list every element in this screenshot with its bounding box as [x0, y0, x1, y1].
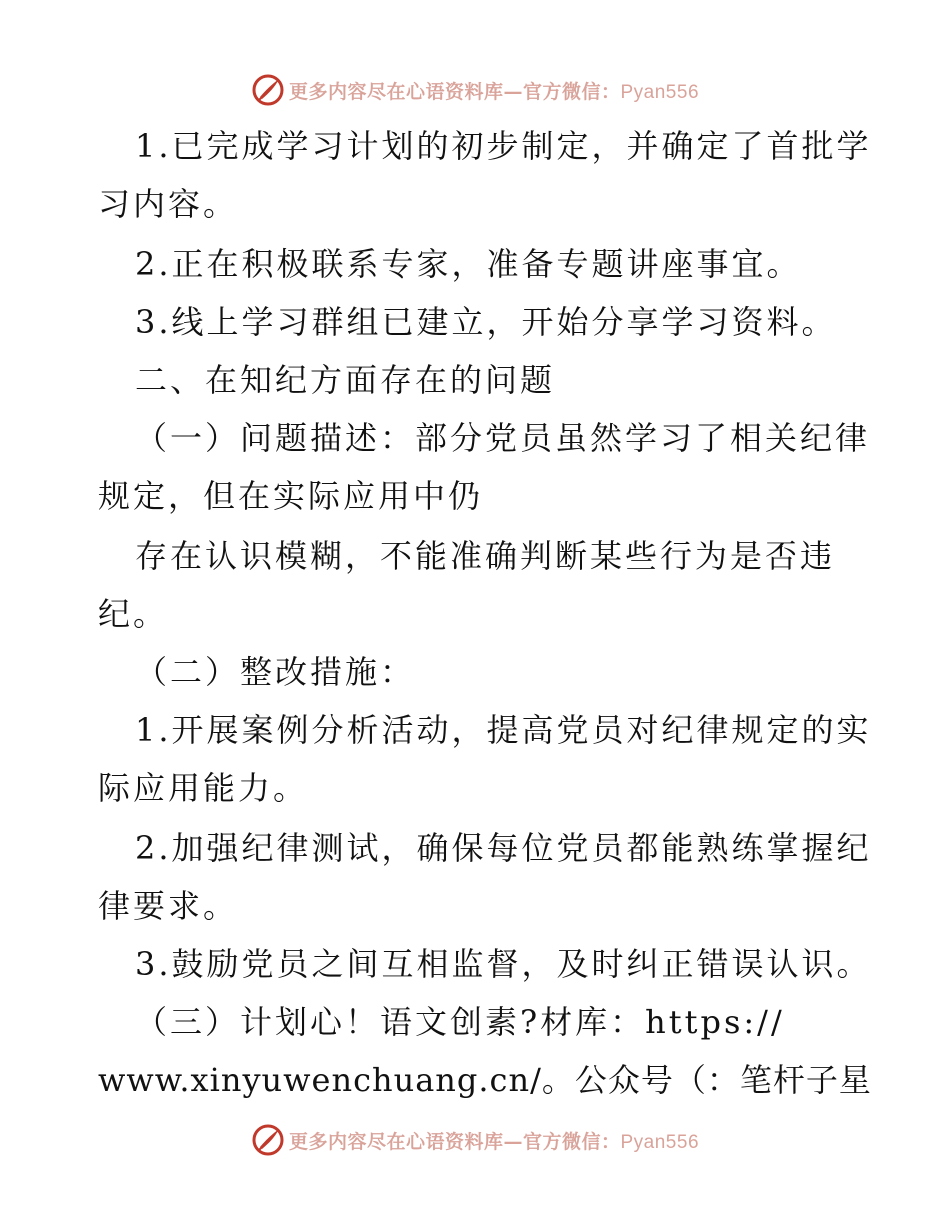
- section-heading: 二、在知纪方面存在的问题: [135, 361, 556, 399]
- body-line: （一）问题描述：部分党员虽然学习了相关纪律: [135, 419, 871, 457]
- body-line: 规定，但在实际应用中仍: [98, 477, 484, 515]
- body-line: 律要求。: [98, 887, 239, 925]
- body-line: 际应用能力。: [98, 769, 309, 807]
- body-line: 习内容。: [98, 185, 239, 223]
- footer-watermark-text: 更多内容尽在心语资料库—官方微信：Pyan556: [288, 1130, 700, 1153]
- body-line: 1.开展案例分析活动，提高党员对纪律规定的实: [135, 711, 872, 749]
- body-line: 纪。: [98, 595, 169, 633]
- body-line: 1.已完成学习计划的初步制定，并确定了首批学: [135, 127, 872, 165]
- subsection-heading: （二）整改措施：: [135, 653, 416, 691]
- quill-logo-icon: [251, 1123, 285, 1157]
- body-line: 3.线上学习群组已建立，开始分享学习资料。: [135, 303, 837, 341]
- body-line: 存在认识模糊，不能准确判断某些行为是否违: [135, 537, 836, 575]
- body-line: 2.加强纪律测试，确保每位党员都能熟练掌握纪: [135, 829, 872, 867]
- body-line: www.xinyuwenchuang.cn/。公众号（：笔杆子星: [98, 1061, 872, 1099]
- header-watermark-text: 更多内容尽在心语资料库—官方微信：Pyan556: [288, 80, 700, 103]
- footer-watermark: [0, 1120, 950, 1160]
- body-line: 3.鼓励党员之间互相监督，及时纠正错误认识。: [135, 945, 872, 983]
- body-line: （三）计划心！语文创素?材库：https://: [135, 1003, 785, 1041]
- body-line: 2.正在积极联系专家，准备专题讲座事宜。: [135, 245, 802, 283]
